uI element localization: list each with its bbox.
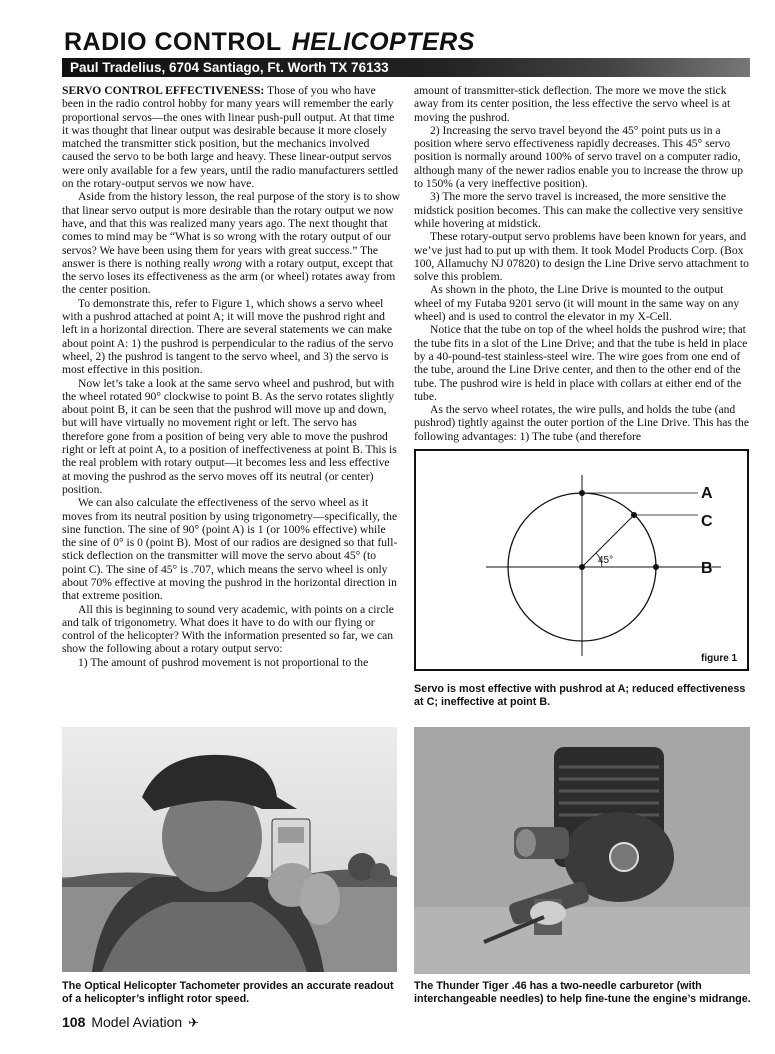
tachometer-photo-caption: The Optical Helicopter Tachometer provides an accurate readout of a helicopter’s inflight rotor speed.: [62, 980, 394, 1005]
title-part-1: RADIO CONTROL: [64, 28, 282, 56]
paragraph-2-part-a: Aside from the history lesson, the real purpose of the story is to show that linear servo output is more desirable than the rotary output we now have, and that this was realized many years ago. The next thought that comes to mind may be “What is so wrong with the rotary output of our servos? We have been using them for years with great success.” The answer is there is nothing really: [62, 190, 400, 270]
figure-number-label: figure 1: [701, 653, 738, 664]
label-b: B: [701, 560, 713, 577]
point-b-marker: [653, 564, 659, 570]
engine-photo-illustration: [414, 727, 750, 974]
emphasis-text: wrong: [212, 256, 242, 270]
engine-photo-caption: The Thunder Tiger .46 has a two-needle carburetor (with interchangeable needles) to help fine-tune the engine’s midrange.: [414, 980, 751, 1005]
paragraph-9: 2) Increasing the servo travel beyond the 45° point puts us in a position where servo effectiveness rapidly decreases. This 45° servo position is normally around 100% of servo travel on a computer radio, although many of the newer radios enable you to increase the throw up to 150% (a very ineffective position).: [414, 123, 744, 191]
paragraph-2-part-b: with a rotary output, except that the servo loses its effectiveness as the arm (or wheel) rotates away from the center position.: [62, 256, 396, 297]
page-footer: [62, 1014, 199, 1031]
servo-wheel-diagram: [416, 451, 747, 669]
paragraph-10: 3) The more the servo travel is increased, the more sensitive the midstick position becomes. This can make the collective very sensitive while hovering at midstick.: [414, 190, 743, 230]
paragraph-7: 1) The amount of pushrod movement is not proportional to the: [78, 655, 369, 669]
article-column-1: [62, 84, 400, 669]
label-c: C: [701, 513, 713, 530]
paragraph-4: Now let’s take a look at the same servo wheel and pushrod, but with the wheel rotated 90° clockwise to point B. As the servo rotates slightly about point B, it can be seen that the pushrod will move up and down, but will have virtually no movement right or left. The servo has therefore gone from a position of being very able to move the pushrod right or left at point A, to a position of ineffectiveness at point B. This is the real problem with rotary output—it becomes less and less effective at moving the pushrod as the servo moves off its neutral (or center) position.: [62, 376, 397, 496]
tachometer-photo: [62, 727, 397, 972]
paragraph-1-text: Those of you who have been in the radio control hobby for many years will remember the early proportional servos—the ones with linear push-pull output. At that time it was thought that linear output was desirable because it more closely matched the transmitter stick position, but the mechanics involved caused the servo to be both large and heavy. These linear-output servos were only available for a few years, until the radio manufacturers settled on the rotary-output servos we now have.: [62, 84, 399, 191]
figure-1-diagram: [414, 449, 749, 671]
center-marker: [579, 564, 585, 570]
paragraph-12: As shown in the photo, the Line Drive is mounted to the output wheel of my Futaba 9201 servo (it will mount in the same way on any wheel) and is used to control the elevator in my X-Cell.: [414, 283, 740, 324]
paragraph-14: As the servo wheel rotates, the wire pulls, and holds the tube (and pushrod) tightly against the outer portion of the Line Drive. This has the following advantages: 1) The tube (and therefore: [414, 403, 749, 443]
title-part-2: HELICOPTERS: [291, 28, 475, 56]
page-title: [64, 28, 475, 57]
paragraph-13: Notice that the tube on top of the wheel holds the pushrod wire; that the tube fits in a slot of the Line Drive; and that the tube is held in place by a 40-pound-test stainless-steel wire. The wire goes from one end of the tube, around the Line Drive center, and then to the other end of the tube. The pushrod wire is held in place with collars at either end of the tube.: [414, 323, 748, 403]
figure-caption: Servo is most effective with pushrod at A; reduced effectiveness at C; ineffective at point B.: [414, 683, 746, 708]
author-byline: Paul Tradelius, 6704 Santiago, Ft. Worth TX 76133: [62, 58, 750, 77]
paragraph-8: amount of transmitter-stick deflection. The more we move the stick away from its center position, the less effective the servo wheel is at moving the pushrod.: [414, 84, 731, 124]
paragraph-1: [62, 84, 400, 190]
paragraph-6: All this is beginning to sound very academic, with points on a circle and talk of trigonometry. What does it have to do with our flying or control of the helicopter? With the information presented so far, we can show the following about a rotary output servo:: [62, 602, 394, 656]
paragraph-3: To demonstrate this, refer to Figure 1, which shows a servo wheel with a pushrod attached at point A; it will move the pushrod right and left in a horizontal direction. There are several statements we can make about point A: 1) the pushrod is perpendicular to the radius of the servo wheel, 2) the pushrod is tangent to the servo wheel, and 3) the servo is most effective in this position.: [62, 296, 394, 377]
point-a-marker: [579, 490, 585, 496]
magazine-name: Model Aviation: [91, 1014, 183, 1030]
plane-icon: ✈: [188, 1015, 200, 1030]
paragraph-5: We can also calculate the effectiveness of the servo wheel as it moves from its neutral position by using trigonometry—specifically, the sine function. The sine of 90° (point A) is 1 (or 100% effective) while the sine of 0° is 0 (point B). Most of our radios are designed so that full-stick deflection on the transmitter will move the servo about 45° (to point C). The sine of 45° is .707, which means the servo wheel is only about 70% effective at moving the pushrod in the horizontal direction in that extreme position.: [62, 496, 398, 603]
angle-label: 45°: [598, 555, 614, 566]
tachometer-photo-illustration: [62, 727, 397, 972]
point-c-marker: [631, 512, 637, 518]
paragraph-2: [62, 190, 400, 296]
page-number: 108: [62, 1014, 86, 1030]
section-heading: SERVO CONTROL EFFECTIVENESS:: [62, 84, 265, 97]
label-a: A: [701, 485, 713, 502]
article-column-2: [414, 84, 752, 443]
engine-photo: [414, 727, 750, 974]
paragraph-11: These rotary-output servo problems have been known for years, and we’ve just had to put up with them. It took Model Products Corp. (Box 100, Allamuchy NJ 07820) to design the Line Drive servo attachment to solve this problem.: [414, 230, 749, 284]
